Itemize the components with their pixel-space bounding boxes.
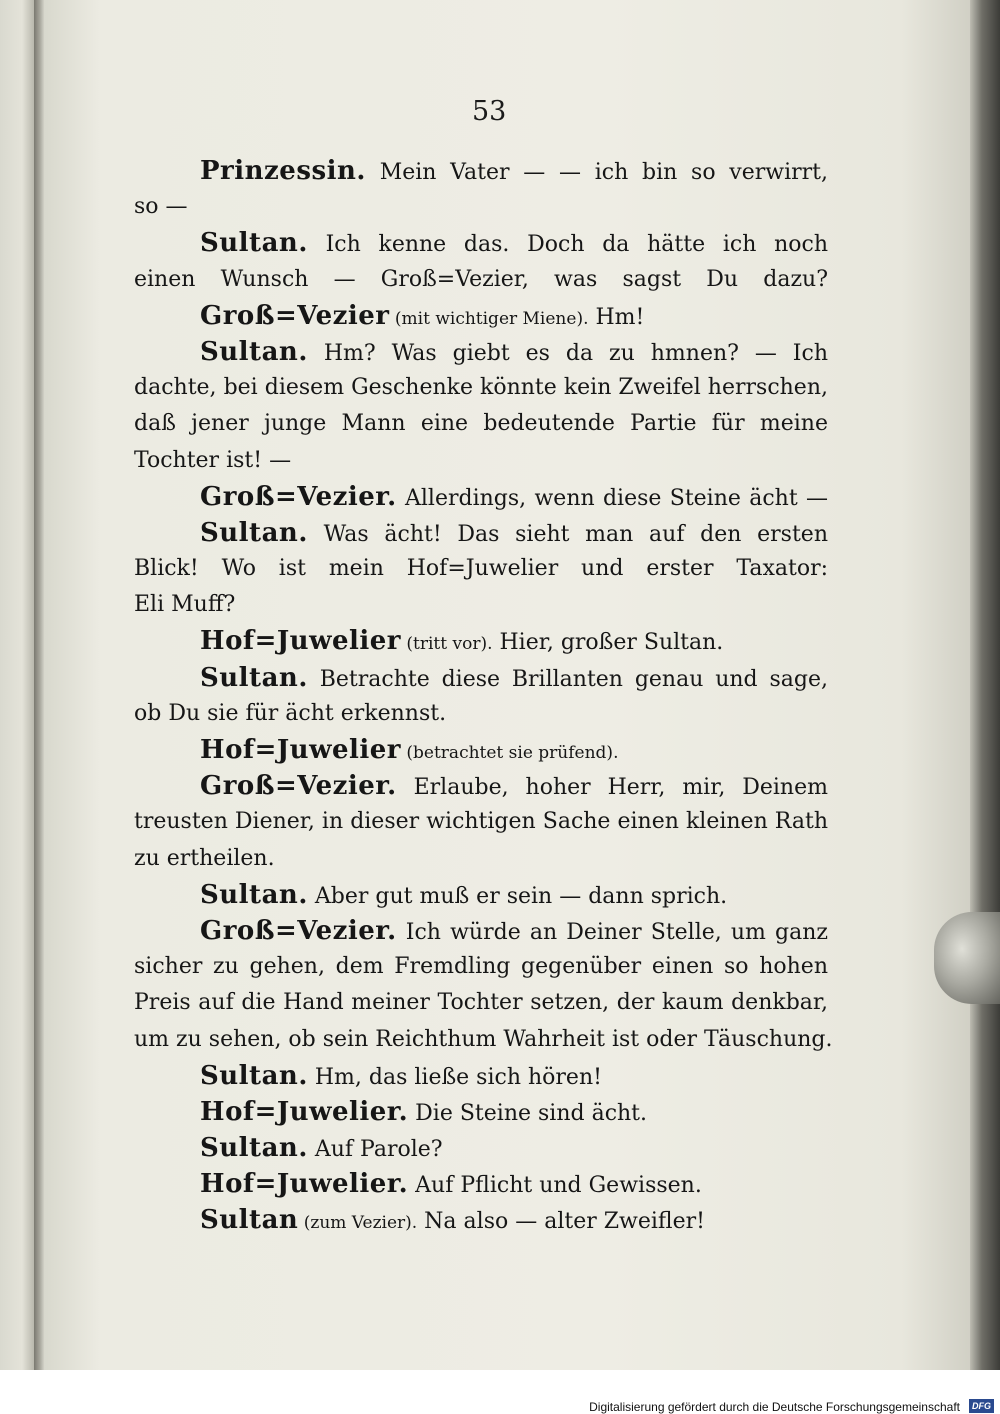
text-line: [134, 985, 828, 1021]
text-line: [134, 370, 828, 406]
dialogue-text: Preis auf die Hand meiner Tochter setzen, der kaum denkbar,: [134, 990, 828, 1016]
dialogue-text: dachte, bei diesem Geschenke könnte kein Zweifel herrschen,: [134, 375, 828, 401]
book-gutter: [34, 0, 44, 1370]
text-line: [134, 913, 828, 949]
dialogue-text: Die Steine sind ächt.: [408, 1100, 648, 1126]
speaker-name: Sultan.: [200, 228, 308, 259]
speaker-name: Sultan.: [200, 1060, 308, 1091]
page-edge-shadow: [970, 0, 1000, 1370]
text-line: [134, 334, 828, 370]
dialogue-text: einen Wunsch — Groß=Vezier, was sagst Du dazu?: [134, 266, 828, 292]
text-line: [134, 768, 828, 804]
dialogue-text: Auf Pflicht und Gewissen.: [408, 1173, 702, 1199]
dialogue-text: treusten Diener, in dieser wichtigen Sache einen kleinen Rath: [134, 809, 828, 835]
text-line: [134, 1130, 828, 1166]
dialogue-text: Hier, großer Sultan.: [492, 630, 724, 656]
speaker-name: Sultan.: [200, 1133, 308, 1164]
dialogue-text: ob Du sie für ächt erkennst.: [134, 700, 447, 726]
speaker-name: Sultan.: [200, 517, 308, 548]
dialogue-text: Aber gut muß er sein — dann sprich.: [307, 883, 728, 909]
page-tab-marker: [934, 912, 1000, 1004]
speaker-name: Groß=Vezier.: [200, 481, 397, 512]
text-line: [134, 479, 828, 515]
text-line: [134, 262, 828, 298]
text-line: [134, 1058, 828, 1094]
text-line: [134, 841, 828, 877]
text-line: [134, 623, 828, 659]
stage-direction: (betrachtet sie prüfend).: [401, 743, 619, 763]
text-line: [134, 949, 828, 985]
speaker-name: Sultan.: [200, 336, 308, 367]
speaker-name: Hof=Juwelier: [200, 626, 401, 657]
text-line: [134, 551, 828, 587]
dialogue-text: Betrachte diese Brillanten genau und sage,: [307, 666, 828, 692]
speaker-name: Sultan.: [200, 879, 308, 910]
text-line: [134, 660, 828, 696]
speaker-name: Hof=Juwelier: [200, 735, 401, 765]
dfg-logo: DFG: [969, 1399, 994, 1413]
dialogue-text: so —: [134, 194, 188, 220]
dialogue-text: Ich kenne das. Doch da hätte ich noch: [307, 232, 828, 258]
speaker-name: Sultan: [200, 1205, 299, 1236]
text-line: [134, 406, 828, 442]
dialogue-text: Auf Parole?: [307, 1137, 443, 1163]
dialogue-text: Was ächt! Das sieht man auf den ersten: [307, 521, 828, 547]
dialogue-text: daß jener junge Mann eine bedeutende Partie für meine: [134, 411, 828, 437]
stage-direction: (tritt vor).: [401, 634, 493, 655]
dialogue-text: Hm? Was giebt es da zu hmnen? — Ich: [307, 340, 828, 366]
dialogue-text: Tochter ist! —: [134, 447, 292, 473]
dialogue-text: Erlaube, hoher Herr, mir, Deinem: [396, 775, 828, 801]
page-number: 53: [472, 96, 507, 127]
speaker-name: Groß=Vezier.: [200, 915, 397, 946]
text-line: [134, 804, 828, 840]
stage-direction: (zum Vezier).: [298, 1213, 418, 1234]
text-line: [134, 1094, 828, 1130]
speaker-name: Groß=Vezier.: [200, 771, 397, 802]
text-line: [134, 515, 828, 551]
text-line: [134, 189, 828, 225]
dialogue-text: Eli Muff?: [134, 592, 236, 618]
speaker-name: Sultan.: [200, 662, 308, 693]
text-line: [134, 225, 828, 261]
text-line: [134, 1022, 833, 1058]
text-line: [134, 732, 828, 768]
speaker-name: Hof=Juwelier.: [200, 1169, 409, 1200]
footer-credit: Digitalisierung gefördert durch die Deutsche Forschungsgemeinschaft: [589, 1400, 960, 1414]
dialogue-text: Allerdings, wenn diese Steine ächt —: [396, 485, 828, 511]
dialogue-text: Ich würde an Deiner Stelle, um ganz: [396, 919, 828, 945]
text-line: [134, 877, 828, 913]
stage-direction: (mit wichtiger Miene).: [389, 308, 589, 329]
dialogue-text: um zu sehen, ob sein Reichthum Wahrheit ist oder Täuschung.: [134, 1026, 833, 1052]
text-line: [134, 153, 828, 189]
speaker-name: Prinzessin.: [200, 156, 366, 186]
dialogue-text: Hm!: [588, 304, 645, 330]
dialogue-text: sicher zu gehen, dem Fremdling gegenüber einen so hohen: [134, 954, 828, 980]
text-line: [134, 696, 828, 732]
text-line: [134, 587, 828, 623]
text-line: [134, 1166, 828, 1202]
dialogue-text: Na also — alter Zweifler!: [417, 1209, 705, 1235]
dialogue-text: Blick! Wo ist mein Hof=Juwelier und erster Taxator:: [134, 556, 828, 582]
speaker-name: Groß=Vezier: [200, 300, 390, 331]
dialogue-text: Mein Vater — — ich bin so verwirrt,: [365, 160, 828, 185]
play-text: [134, 153, 833, 1239]
dialogue-text: Hm, das ließe sich hören!: [307, 1064, 602, 1090]
text-line: [134, 1202, 828, 1238]
text-line: [134, 298, 828, 334]
speaker-name: Hof=Juwelier.: [200, 1096, 409, 1127]
dialogue-text: zu ertheilen.: [134, 845, 275, 871]
text-line: [134, 443, 828, 479]
